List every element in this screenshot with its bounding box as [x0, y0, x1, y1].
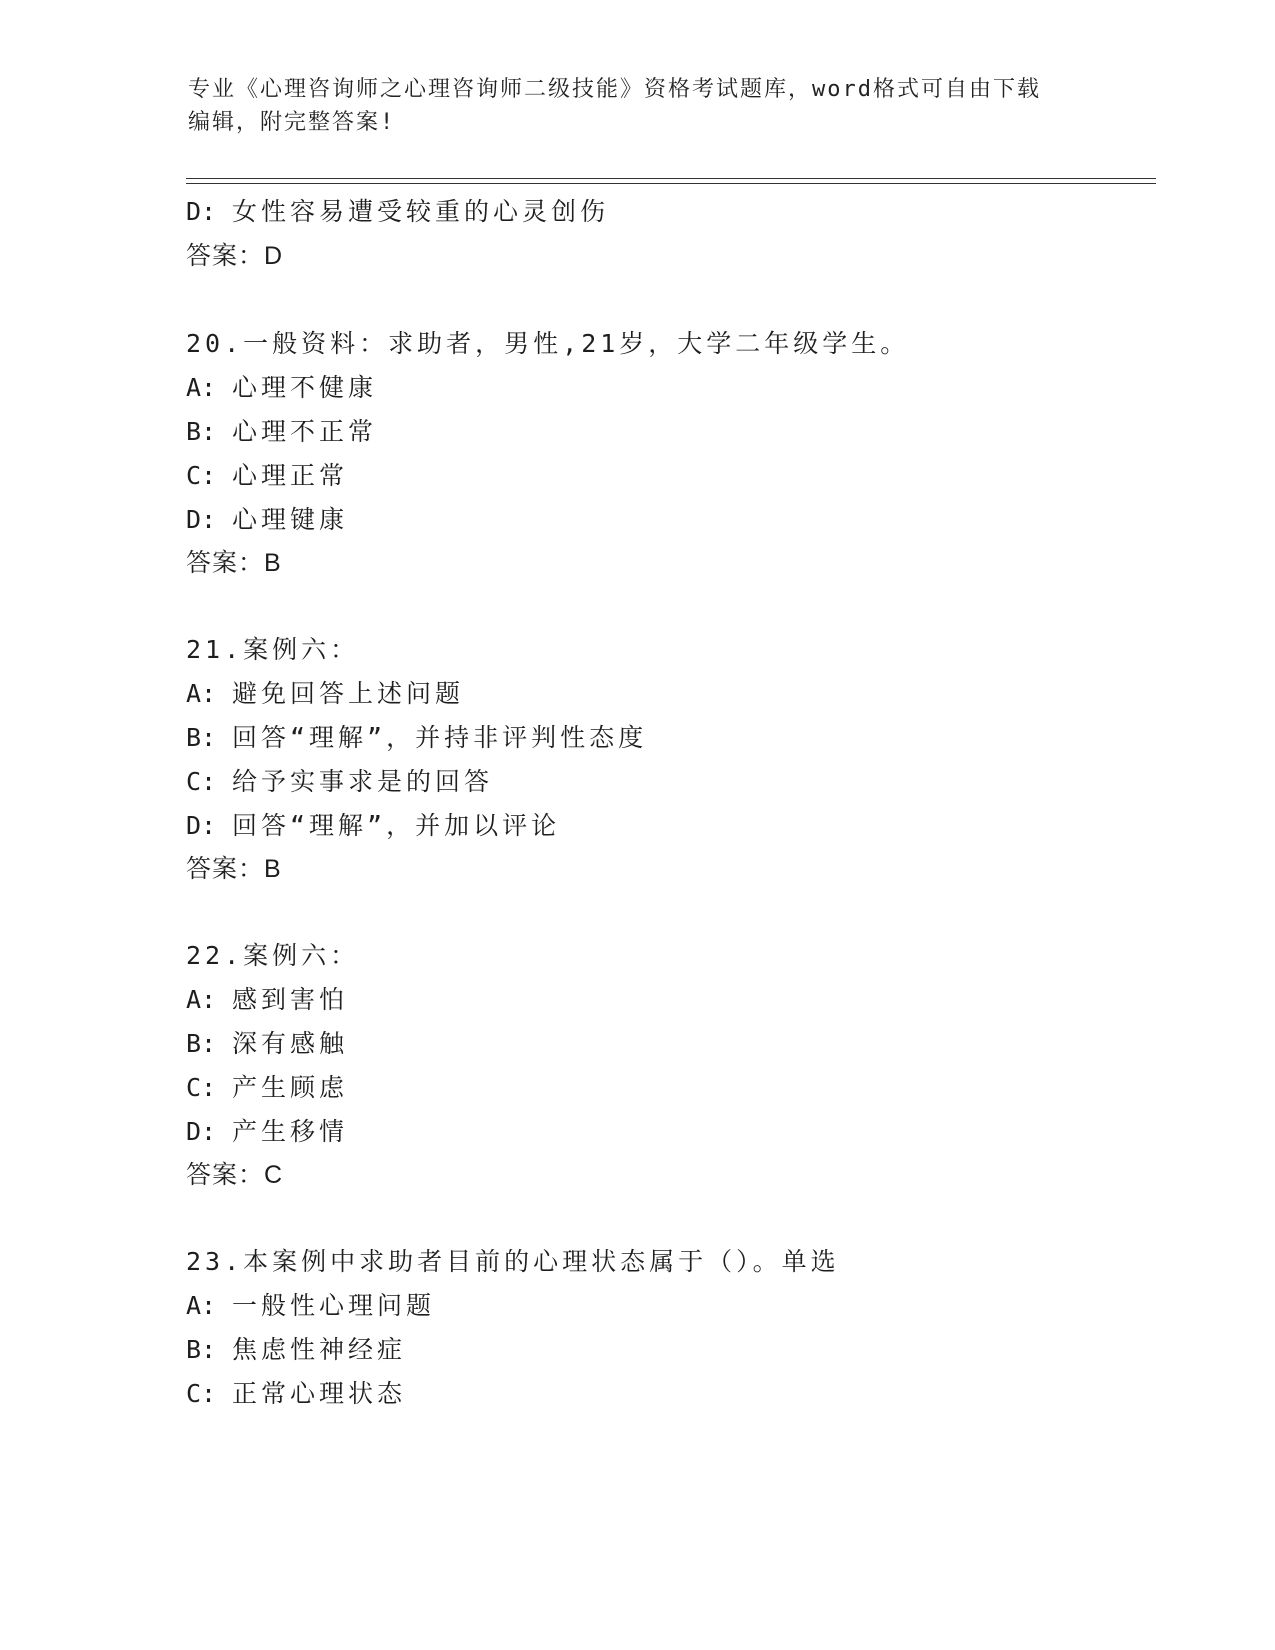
option-key: B: [186, 1335, 217, 1364]
option-text: 产生顾虑 [232, 1073, 349, 1102]
option-text: 焦虑性神经症 [232, 1335, 407, 1364]
option-text: 产生移情 [232, 1117, 349, 1146]
option-key: D: [186, 505, 217, 534]
option-text: 回答“理解”，并持非评判性态度 [232, 723, 648, 752]
option-a [186, 674, 464, 710]
option-d [186, 192, 609, 228]
option-text: 避免回答上述问题 [232, 679, 465, 708]
option-key: C: [186, 1073, 217, 1102]
option-c [186, 762, 493, 798]
option-key: A: [186, 985, 217, 1014]
answer-line: 答案：D [186, 242, 284, 270]
option-key: C: [186, 461, 217, 490]
option-text: 给予实事求是的回答 [232, 767, 494, 796]
option-key: D: [186, 811, 217, 840]
option-d [186, 1112, 348, 1148]
option-b [186, 412, 377, 448]
option-key: A: [186, 679, 217, 708]
option-text: 心理正常 [232, 461, 349, 490]
option-key: B: [186, 417, 217, 446]
document-header [188, 73, 1088, 139]
question-stem: 20.一般资料：求助者，男性,21岁，大学二年级学生。 [186, 329, 910, 358]
question-stem: 22.案例六： [186, 941, 360, 970]
option-a [186, 368, 377, 404]
option-text: 深有感触 [232, 1029, 349, 1058]
option-key: D: [186, 197, 217, 226]
option-text: 感到害怕 [232, 985, 349, 1014]
option-c [186, 1374, 406, 1410]
option-text: 心理键康 [232, 505, 349, 534]
option-text: 心理不健康 [232, 373, 378, 402]
option-c [186, 1068, 348, 1104]
header-line-2: 编辑，附完整答案! [188, 110, 396, 135]
option-b [186, 1330, 406, 1366]
option-key: B: [186, 1029, 217, 1058]
option-text: 回答“理解”，并加以评论 [232, 811, 561, 840]
answer-line: 答案：B [186, 855, 282, 883]
option-key: C: [186, 1379, 217, 1408]
answer-line: 答案：B [186, 549, 282, 577]
option-a [186, 1286, 435, 1322]
option-d [186, 806, 560, 842]
option-text: 心理不正常 [232, 417, 378, 446]
option-b [186, 718, 647, 754]
header-divider-bottom [186, 183, 1156, 184]
option-d [186, 500, 348, 536]
header-divider-top [186, 178, 1156, 179]
option-a [186, 980, 348, 1016]
option-text: 女性容易遭受较重的心灵创伤 [232, 197, 610, 226]
option-c [186, 456, 348, 492]
question-stem: 21.案例六： [186, 635, 360, 664]
option-key: A: [186, 1291, 217, 1320]
option-key: D: [186, 1117, 217, 1146]
option-key: B: [186, 723, 217, 752]
header-line-1: 专业《心理咨询师之心理咨询师二级技能》资格考试题库，word格式可自由下载 [188, 77, 1041, 102]
option-b [186, 1024, 348, 1060]
option-text: 一般性心理问题 [232, 1291, 436, 1320]
option-key: C: [186, 767, 217, 796]
option-key: A: [186, 373, 217, 402]
question-stem: 23.本案例中求助者目前的心理状态属于（）。单选 [186, 1247, 840, 1276]
option-text: 正常心理状态 [232, 1379, 407, 1408]
answer-line: 答案：C [186, 1161, 284, 1189]
